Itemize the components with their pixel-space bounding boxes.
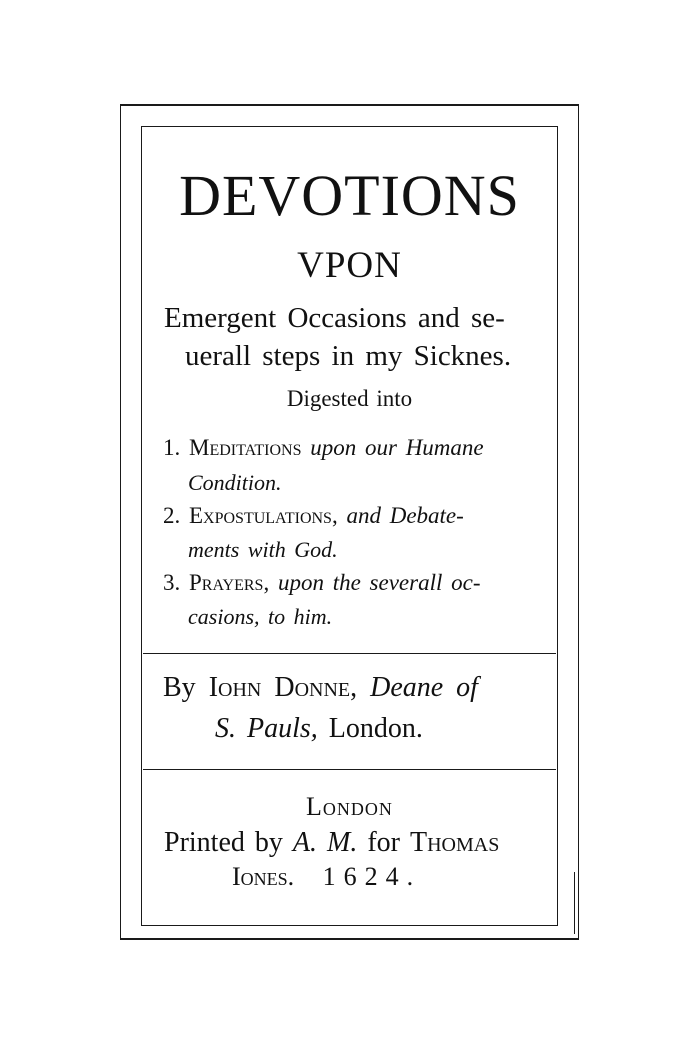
author-place: London. [328,713,423,744]
title-vpon: VPON [297,245,402,286]
page-title: DEVOTIONS [179,163,520,228]
author-line-1 [163,672,478,704]
imprint-printer: A. M. [292,827,358,858]
item-continuation: ments with God. [188,537,338,562]
subtitle-line-1: Emergent Occasions and se- [164,302,505,334]
author-line-2 [215,713,423,745]
imprint-year: 1624. [322,862,422,891]
divider-rule [143,769,556,770]
item-number: 1. [163,435,181,460]
edge-bracket [574,872,581,934]
imprint-publisher-2: Iones. [232,862,295,891]
author-by: By [163,672,196,703]
item-text: and Debate- [346,503,464,528]
imprint-printed-by: Printed by [164,827,283,858]
imprint-line-2 [232,862,421,892]
digested-into: Digested into [286,386,413,411]
author-name: Iohn Donne, [208,672,358,703]
item-heading: Meditations [189,435,302,460]
list-item [163,435,484,461]
item-heading: Expostulations, [189,503,338,528]
item-continuation: casions, to him. [188,604,333,629]
divider-rule [143,653,556,654]
imprint-publisher: Thomas [409,827,500,858]
item-text: upon the severall oc- [277,570,481,595]
imprint-for: for [367,827,400,858]
item-continuation: Condition. [188,470,282,495]
list-item [163,570,480,596]
subtitle-line-2: uerall steps in my Sicknes. [185,340,512,372]
author-place-italic: S. Pauls, [215,713,318,744]
item-heading: Prayers, [189,570,270,595]
item-number: 2. [163,503,181,528]
item-number: 3. [163,570,181,595]
item-text: upon our Humane [310,435,484,460]
list-item [163,503,464,529]
author-title: Deane of [370,672,478,703]
imprint-line [164,827,499,859]
imprint-city: London [306,792,393,821]
